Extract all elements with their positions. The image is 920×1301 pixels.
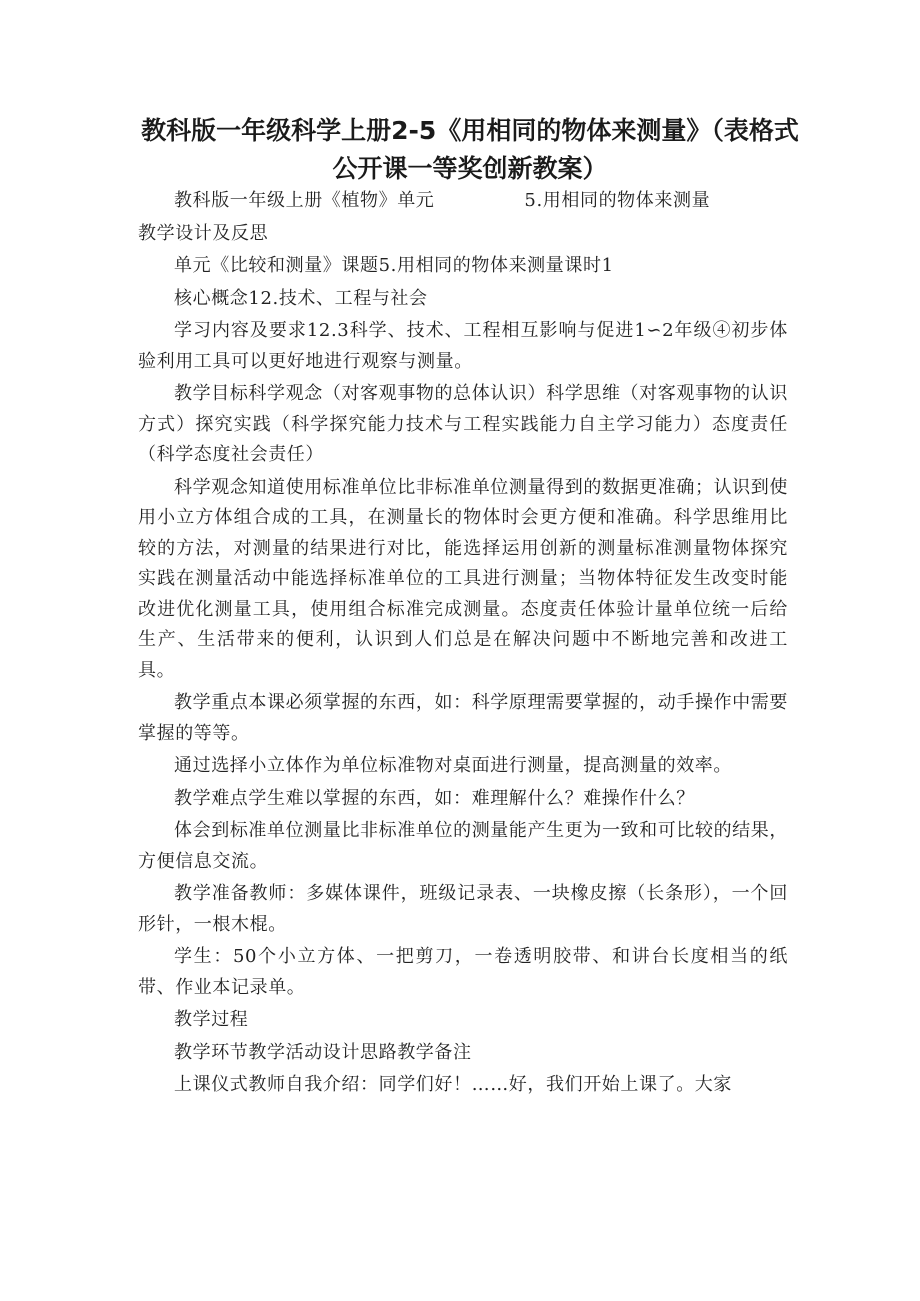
document-header-line bbox=[138, 186, 788, 217]
paragraph: 核心概念12.技术、工程与社会 bbox=[174, 287, 428, 309]
paragraph: 教学重点本课必须掌握的东西，如：科学原理需要掌握的，动手操作中需要掌握的等等。 bbox=[138, 692, 788, 744]
paragraph: 单元《比较和测量》课题5.用相同的物体来测量课时1 bbox=[174, 255, 614, 276]
paragraph: 学习内容及要求12.3科学、技术、工程相互影响与促进1∽2年级④初步体验利用工具可以更好地进行观察与测量。 bbox=[138, 320, 788, 372]
document-title: 教科版一年级科学上册2-5《用相同的物体来测量》（表格式公开课一等奖创新教案） bbox=[141, 116, 799, 183]
paragraph: 通过选择小立体作为单位标准物对桌面进行测量，提高测量的效率。 bbox=[174, 755, 732, 776]
paragraph: 教学难点学生难以掌握的东西，如：难理解什么？难操作什么？ bbox=[174, 787, 695, 809]
header-right: 5.用相同的物体来测量 bbox=[524, 190, 711, 211]
paragraph: 教学准备教师：多媒体课件，班级记录表、一块橡皮擦（长条形），一个回形针，一根木棍。 bbox=[138, 883, 788, 935]
header-second-line: 教学设计及反思 bbox=[138, 222, 269, 244]
paragraph: 教学过程 bbox=[174, 1009, 249, 1030]
paragraph: 上课仪式教师自我介绍：同学们好！……好，我们开始上课了。大家 bbox=[174, 1074, 732, 1095]
paragraph: 教学目标科学观念（对客观事物的总体认识）科学思维（对客观事物的认识方式）探究实践（科学探究能力技术与工程实践能力自主学习能力）态度责任（科学态度社会责任） bbox=[138, 383, 788, 465]
paragraph: 体会到标准单位测量比非标准单位的测量能产生更为一致和可比较的结果，方便信息交流。 bbox=[138, 820, 788, 872]
paragraph: 学生：50个小立方体、一把剪刀，一卷透明胶带、和讲台长度相当的纸带、作业本记录单。 bbox=[138, 946, 788, 998]
document-body bbox=[138, 186, 788, 1103]
paragraph: 科学观念知道使用标准单位比非标准单位测量得到的数据更准确；认识到使用小立方体组合成的工具，在测量长的物体时会更方便和准确。科学思维用比较的方法，对测量的结果进行对比，能选择运用创新的测量标准测量物体探究实践在测量活动中能选择标准单位的工具进行测量；当物体特征发生改变时能改进优化测量工具，使用组合标准完成测量。态度责任体验计量单位统一后给生产、生活带来的便利，认识到人们总是在解决问题中不断地完善和改进工具。 bbox=[138, 476, 788, 681]
paragraph: 教学环节教学活动设计思路教学备注 bbox=[174, 1041, 472, 1063]
header-left: 教科版一年级上册《植物》单元 bbox=[174, 190, 435, 211]
